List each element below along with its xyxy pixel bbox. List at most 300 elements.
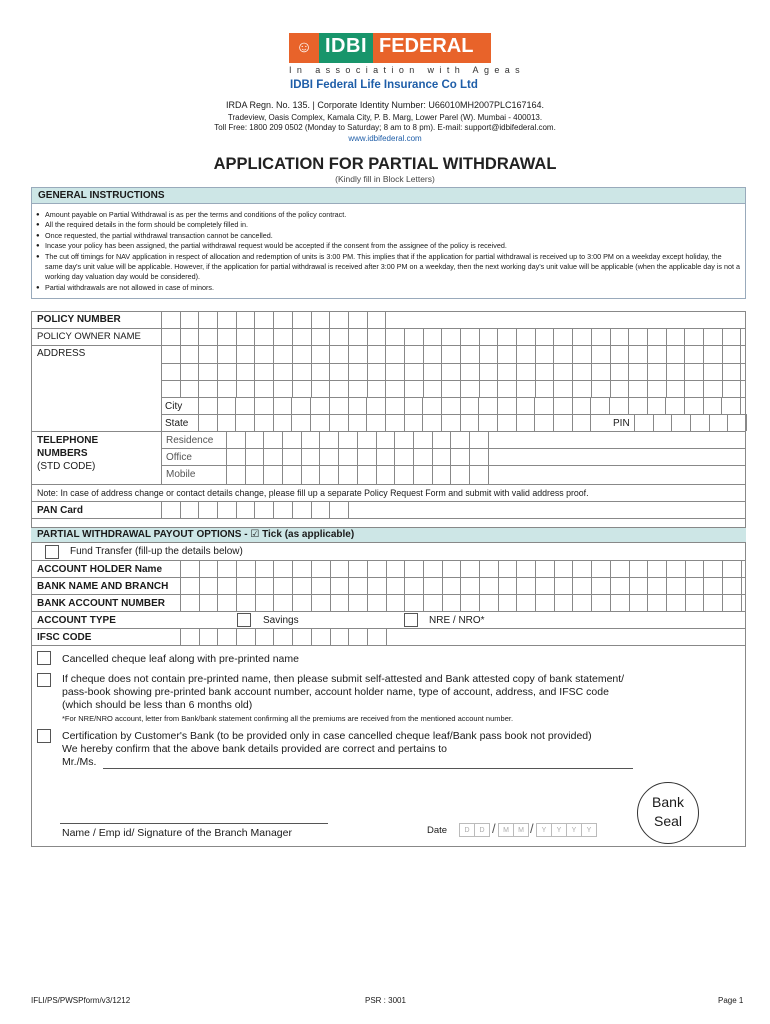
char-box[interactable] (535, 414, 554, 431)
char-box[interactable] (685, 346, 704, 363)
char-box[interactable] (573, 560, 592, 577)
char-box[interactable] (255, 346, 274, 363)
char-box[interactable] (293, 311, 312, 328)
policy-number-input[interactable] (161, 311, 386, 328)
char-box[interactable] (181, 577, 200, 594)
char-box[interactable] (517, 363, 536, 380)
char-box[interactable] (162, 329, 181, 346)
char-box[interactable] (330, 501, 349, 518)
char-box[interactable] (349, 329, 368, 346)
char-box[interactable] (667, 560, 686, 577)
char-box[interactable] (592, 560, 611, 577)
char-box[interactable] (358, 465, 377, 484)
char-box[interactable] (498, 414, 517, 431)
char-box[interactable] (320, 448, 339, 465)
char-box[interactable] (237, 363, 256, 380)
char-box[interactable] (330, 397, 349, 414)
char-box[interactable] (648, 560, 667, 577)
char-box[interactable] (480, 594, 499, 611)
char-box[interactable] (386, 380, 405, 397)
char-box[interactable] (218, 329, 237, 346)
char-box[interactable] (293, 577, 312, 594)
char-box[interactable] (554, 329, 573, 346)
char-box[interactable] (728, 414, 747, 431)
address-line-3-input[interactable] (161, 380, 741, 397)
char-box[interactable] (331, 594, 350, 611)
char-box[interactable] (349, 594, 368, 611)
char-box[interactable] (685, 329, 704, 346)
char-box[interactable] (330, 311, 349, 328)
char-box[interactable] (293, 628, 312, 645)
char-box[interactable] (368, 329, 387, 346)
char-box[interactable] (555, 577, 574, 594)
char-box[interactable] (377, 465, 396, 484)
char-box[interactable] (320, 465, 339, 484)
char-box[interactable] (573, 414, 592, 431)
char-box[interactable] (461, 577, 480, 594)
char-box[interactable] (648, 577, 667, 594)
char-box[interactable] (293, 329, 312, 346)
char-box[interactable] (274, 329, 293, 346)
char-box[interactable] (181, 311, 200, 328)
char-box[interactable] (274, 346, 293, 363)
char-box[interactable] (405, 560, 424, 577)
pin-input[interactable] (634, 414, 747, 431)
char-box[interactable] (181, 628, 200, 645)
char-box[interactable] (302, 465, 321, 484)
char-box[interactable] (536, 329, 555, 346)
char-box[interactable] (181, 501, 200, 518)
char-box[interactable] (368, 380, 387, 397)
char-box[interactable] (723, 329, 742, 346)
char-box[interactable] (535, 397, 554, 414)
char-box[interactable] (283, 431, 302, 448)
char-box[interactable] (227, 431, 246, 448)
account-holder-input[interactable] (180, 560, 742, 577)
char-box[interactable] (536, 346, 555, 363)
char-box[interactable] (536, 560, 555, 577)
char-box[interactable] (461, 594, 480, 611)
char-box[interactable] (470, 431, 489, 448)
char-box[interactable] (704, 560, 723, 577)
char-box[interactable] (293, 594, 312, 611)
char-box[interactable] (368, 594, 387, 611)
char-box[interactable] (461, 380, 480, 397)
char-box[interactable] (405, 380, 424, 397)
char-box[interactable] (479, 414, 498, 431)
char-box[interactable] (274, 560, 293, 577)
char-box[interactable] (591, 397, 610, 414)
char-box[interactable] (218, 594, 237, 611)
char-box[interactable] (331, 577, 350, 594)
char-box[interactable] (255, 311, 274, 328)
char-box[interactable] (227, 448, 246, 465)
char-box[interactable] (200, 594, 219, 611)
char-box[interactable] (686, 594, 705, 611)
char-box[interactable] (442, 397, 461, 414)
char-box[interactable] (536, 577, 555, 594)
char-box[interactable] (339, 431, 358, 448)
char-box[interactable] (264, 448, 283, 465)
char-box[interactable] (433, 431, 452, 448)
char-box[interactable] (723, 594, 742, 611)
char-box[interactable] (517, 577, 536, 594)
char-box[interactable] (218, 414, 237, 431)
char-box[interactable] (536, 380, 555, 397)
char-box[interactable] (199, 329, 218, 346)
char-box[interactable] (395, 448, 414, 465)
char-box[interactable] (302, 448, 321, 465)
char-box[interactable] (672, 414, 691, 431)
char-box[interactable] (218, 577, 237, 594)
char-box[interactable] (648, 594, 667, 611)
char-box[interactable] (592, 363, 611, 380)
char-box[interactable] (227, 465, 246, 484)
char-box[interactable] (498, 363, 517, 380)
char-box[interactable] (648, 397, 667, 414)
char-box[interactable] (517, 380, 536, 397)
char-box[interactable] (704, 594, 723, 611)
char-box[interactable] (611, 594, 630, 611)
char-box[interactable] (199, 414, 218, 431)
char-box[interactable] (200, 577, 219, 594)
char-box[interactable] (629, 363, 648, 380)
char-box[interactable] (611, 380, 630, 397)
char-box[interactable] (311, 397, 330, 414)
char-box[interactable] (236, 414, 255, 431)
char-box[interactable] (162, 501, 181, 518)
char-box[interactable] (386, 346, 405, 363)
char-box[interactable] (554, 414, 573, 431)
char-box[interactable] (218, 346, 237, 363)
char-box[interactable] (200, 560, 219, 577)
char-box[interactable] (312, 628, 331, 645)
char-box[interactable] (312, 329, 331, 346)
char-box[interactable] (573, 577, 592, 594)
char-box[interactable] (274, 397, 293, 414)
char-box[interactable] (330, 380, 349, 397)
signature-line[interactable] (60, 823, 328, 824)
char-box[interactable] (349, 560, 368, 577)
char-box[interactable] (264, 431, 283, 448)
char-box[interactable] (368, 560, 387, 577)
char-box[interactable] (331, 560, 350, 577)
char-box[interactable] (274, 363, 293, 380)
char-box[interactable] (554, 380, 573, 397)
char-box[interactable] (667, 380, 686, 397)
mr-ms-line[interactable] (103, 768, 633, 769)
char-box[interactable] (405, 594, 424, 611)
char-box[interactable] (386, 397, 405, 414)
date-year-boxes[interactable] (536, 823, 597, 837)
char-box[interactable] (536, 594, 555, 611)
char-box[interactable] (237, 501, 256, 518)
char-box[interactable] (517, 414, 536, 431)
char-box[interactable] (451, 448, 470, 465)
char-box[interactable] (386, 363, 405, 380)
char-box[interactable] (274, 628, 293, 645)
char-box[interactable] (498, 329, 517, 346)
char-box[interactable] (517, 397, 536, 414)
bank-account-input[interactable] (180, 594, 742, 611)
char-box[interactable] (162, 363, 181, 380)
char-box[interactable] (218, 311, 237, 328)
pan-input[interactable] (161, 501, 349, 518)
char-box[interactable] (349, 628, 368, 645)
char-box[interactable] (330, 363, 349, 380)
char-box[interactable] (461, 346, 480, 363)
char-box[interactable] (312, 380, 331, 397)
char-box[interactable] (442, 346, 461, 363)
char-box[interactable] (274, 311, 293, 328)
char-box[interactable] (629, 346, 648, 363)
char-box[interactable] (499, 577, 518, 594)
char-box[interactable] (611, 577, 630, 594)
char-box[interactable] (349, 397, 368, 414)
char-box[interactable] (704, 397, 723, 414)
char-box[interactable] (339, 448, 358, 465)
char-box[interactable] (162, 311, 181, 328)
char-box[interactable] (387, 577, 406, 594)
char-box[interactable] (293, 560, 312, 577)
state-input[interactable] (198, 414, 591, 431)
char-box[interactable] (255, 329, 274, 346)
char-box[interactable] (667, 577, 686, 594)
char-box[interactable] (199, 501, 218, 518)
char-box[interactable] (461, 397, 480, 414)
char-box[interactable] (387, 560, 406, 577)
char-box[interactable] (630, 560, 649, 577)
char-box[interactable] (199, 380, 218, 397)
char-box[interactable] (237, 628, 256, 645)
char-box[interactable] (723, 346, 742, 363)
char-box[interactable] (181, 363, 200, 380)
char-box[interactable] (424, 346, 443, 363)
char-box[interactable] (162, 346, 181, 363)
char-box[interactable] (461, 329, 480, 346)
char-box[interactable] (377, 448, 396, 465)
char-box[interactable] (368, 346, 387, 363)
char-box[interactable] (611, 363, 630, 380)
char-box[interactable] (480, 560, 499, 577)
date-day-boxes[interactable] (459, 823, 490, 837)
char-box[interactable] (312, 560, 331, 577)
char-box[interactable] (405, 414, 424, 431)
char-box[interactable] (331, 628, 350, 645)
char-box[interactable] (311, 414, 330, 431)
char-box[interactable] (274, 577, 293, 594)
savings-checkbox[interactable] (237, 613, 251, 627)
char-box[interactable] (405, 329, 424, 346)
char-box[interactable] (424, 380, 443, 397)
char-box[interactable] (181, 594, 200, 611)
char-box[interactable] (237, 560, 256, 577)
char-box[interactable] (635, 414, 654, 431)
char-box[interactable] (349, 577, 368, 594)
bank-statement-checkbox[interactable] (37, 673, 51, 687)
char-box[interactable] (480, 577, 499, 594)
char-box[interactable] (666, 397, 685, 414)
char-box[interactable] (629, 397, 648, 414)
char-box[interactable] (648, 329, 667, 346)
char-box[interactable] (442, 363, 461, 380)
char-box[interactable] (723, 560, 742, 577)
char-box[interactable] (386, 414, 405, 431)
char-box[interactable] (274, 501, 293, 518)
char-box[interactable] (686, 560, 705, 577)
char-box[interactable] (667, 363, 686, 380)
char-box[interactable] (451, 431, 470, 448)
char-box[interactable] (517, 346, 536, 363)
char-box[interactable] (629, 380, 648, 397)
char-box[interactable] (479, 397, 498, 414)
char-box[interactable] (358, 431, 377, 448)
char-box[interactable] (349, 414, 368, 431)
char-box[interactable] (162, 380, 181, 397)
char-box[interactable] (573, 346, 592, 363)
char-box[interactable] (573, 397, 592, 414)
char-box[interactable] (442, 380, 461, 397)
char-box[interactable] (704, 380, 723, 397)
char-box[interactable] (554, 346, 573, 363)
char-box[interactable] (654, 414, 673, 431)
char-box[interactable] (424, 363, 443, 380)
char-box[interactable] (274, 380, 293, 397)
char-box[interactable] (274, 414, 293, 431)
char-box[interactable] (386, 329, 405, 346)
char-box[interactable] (573, 329, 592, 346)
char-box[interactable] (256, 577, 275, 594)
char-box[interactable] (377, 431, 396, 448)
char-box[interactable] (181, 380, 200, 397)
char-box[interactable] (685, 380, 704, 397)
char-box[interactable] (443, 594, 462, 611)
char-box[interactable] (611, 560, 630, 577)
char-box[interactable] (199, 346, 218, 363)
char-box[interactable] (517, 329, 536, 346)
char-box[interactable] (414, 431, 433, 448)
city-input[interactable] (198, 397, 741, 414)
char-box[interactable] (480, 346, 499, 363)
char-box[interactable] (256, 594, 275, 611)
bank-certification-checkbox[interactable] (37, 729, 51, 743)
char-box[interactable] (451, 465, 470, 484)
char-box[interactable] (433, 448, 452, 465)
char-box[interactable] (246, 431, 265, 448)
char-box[interactable] (442, 414, 461, 431)
char-box[interactable] (200, 628, 219, 645)
char-box[interactable] (555, 594, 574, 611)
char-box[interactable] (424, 560, 443, 577)
char-box[interactable] (293, 346, 312, 363)
char-box[interactable] (255, 397, 274, 414)
char-box[interactable] (423, 397, 442, 414)
char-box[interactable] (480, 363, 499, 380)
char-box[interactable] (181, 329, 200, 346)
char-box[interactable] (199, 363, 218, 380)
website-link[interactable]: www.idbifederal.com (348, 134, 422, 143)
char-box[interactable] (723, 577, 742, 594)
char-box[interactable] (368, 577, 387, 594)
char-box[interactable] (237, 594, 256, 611)
char-box[interactable] (592, 346, 611, 363)
char-box[interactable] (442, 329, 461, 346)
char-box[interactable] (367, 397, 386, 414)
address-line-2-input[interactable] (161, 363, 741, 380)
char-box[interactable] (629, 329, 648, 346)
char-box[interactable] (480, 380, 499, 397)
char-box[interactable] (312, 577, 331, 594)
char-box[interactable] (181, 346, 200, 363)
char-box[interactable] (349, 380, 368, 397)
char-box[interactable] (292, 414, 311, 431)
char-box[interactable] (395, 465, 414, 484)
char-box[interactable] (274, 594, 293, 611)
char-box[interactable] (423, 414, 442, 431)
char-box[interactable] (264, 465, 283, 484)
char-box[interactable] (405, 346, 424, 363)
char-box[interactable] (592, 380, 611, 397)
char-box[interactable] (555, 560, 574, 577)
char-box[interactable] (424, 329, 443, 346)
char-box[interactable] (312, 311, 331, 328)
bank-name-input[interactable] (180, 577, 742, 594)
char-box[interactable] (283, 465, 302, 484)
char-box[interactable] (367, 414, 386, 431)
mobile-input[interactable] (226, 465, 489, 484)
char-box[interactable] (667, 594, 686, 611)
char-box[interactable] (592, 577, 611, 594)
char-box[interactable] (611, 329, 630, 346)
char-box[interactable] (498, 380, 517, 397)
char-box[interactable] (339, 465, 358, 484)
char-box[interactable] (685, 397, 704, 414)
char-box[interactable] (611, 346, 630, 363)
char-box[interactable] (723, 363, 742, 380)
char-box[interactable] (573, 380, 592, 397)
char-box[interactable] (573, 594, 592, 611)
char-box[interactable] (573, 363, 592, 380)
char-box[interactable] (610, 397, 629, 414)
char-box[interactable] (685, 363, 704, 380)
char-box[interactable] (330, 414, 349, 431)
char-box[interactable] (246, 448, 265, 465)
char-box[interactable] (480, 329, 499, 346)
nre-nro-checkbox[interactable] (404, 613, 418, 627)
char-box[interactable] (320, 431, 339, 448)
char-box[interactable] (704, 329, 723, 346)
char-box[interactable] (330, 329, 349, 346)
char-box[interactable] (630, 594, 649, 611)
char-box[interactable] (630, 577, 649, 594)
char-box[interactable] (723, 380, 742, 397)
char-box[interactable] (517, 594, 536, 611)
char-box[interactable] (648, 380, 667, 397)
char-box[interactable] (461, 414, 480, 431)
char-box[interactable] (433, 465, 452, 484)
char-box[interactable] (218, 363, 237, 380)
char-box[interactable] (199, 397, 218, 414)
office-phone-input[interactable] (226, 448, 489, 465)
char-box[interactable] (312, 501, 331, 518)
char-box[interactable] (405, 397, 424, 414)
char-box[interactable] (181, 560, 200, 577)
char-box[interactable] (470, 448, 489, 465)
char-box[interactable] (443, 577, 462, 594)
char-box[interactable] (218, 380, 237, 397)
ifsc-input[interactable] (180, 628, 387, 645)
char-box[interactable] (424, 577, 443, 594)
